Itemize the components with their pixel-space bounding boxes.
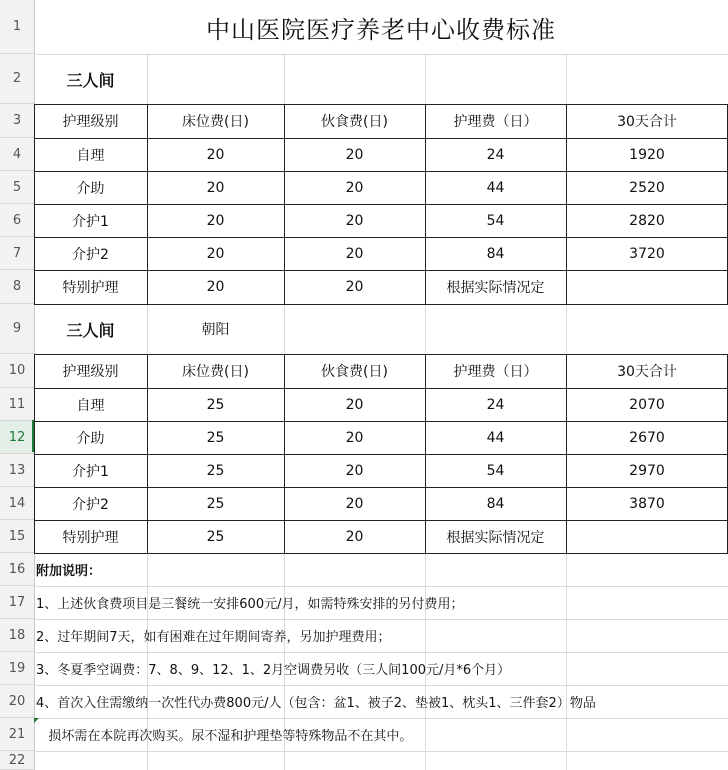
row-number[interactable]: 4 xyxy=(0,138,34,171)
table-cell[interactable]: 20 xyxy=(345,462,364,479)
note-line[interactable]: 损坏需在本院再次购买。尿不湿和护理垫等特殊物品不在其中。 xyxy=(36,729,413,744)
row-number[interactable]: 22 xyxy=(0,751,34,770)
note-line[interactable]: 4、首次入住需缴纳一次性代办费800元/人（包含：盆1、被子2、垫被1、枕头1、三件套2）物品 xyxy=(36,696,596,711)
row-number[interactable]: 14 xyxy=(0,487,34,520)
table-cell[interactable]: 25 xyxy=(206,528,225,545)
table-cell[interactable]: 根据实际情况定 xyxy=(446,280,545,296)
table-cell[interactable]: 特别护理 xyxy=(62,529,119,546)
column-header[interactable]: 床位费(日) xyxy=(182,364,249,380)
column-header[interactable]: 护理费（日） xyxy=(453,114,538,130)
section-label[interactable]: 三人间 xyxy=(66,320,115,340)
column-header[interactable]: 伙食费(日) xyxy=(321,364,388,380)
table-cell[interactable]: 2070 xyxy=(629,396,665,413)
column-header[interactable]: 30天合计 xyxy=(617,364,677,380)
column-header[interactable]: 伙食费(日) xyxy=(321,114,388,130)
column-header[interactable]: 护理费（日） xyxy=(453,364,538,380)
gridline-h xyxy=(34,751,728,752)
table-cell[interactable]: 25 xyxy=(206,462,225,479)
table-cell[interactable]: 自理 xyxy=(76,397,105,414)
note-line[interactable]: 2、过年期间7天，如有困难在过年期间寄养，另加护理费用； xyxy=(36,630,391,645)
table-cell[interactable]: 2670 xyxy=(629,429,665,446)
row-number[interactable]: 17 xyxy=(0,586,34,619)
table-cell[interactable]: 24 xyxy=(486,396,505,413)
row-number[interactable]: 11 xyxy=(0,388,34,421)
row-number[interactable]: 19 xyxy=(0,652,34,685)
table-cell[interactable]: 介护1 xyxy=(72,213,109,230)
table-cell[interactable]: 20 xyxy=(345,212,364,229)
row-number[interactable]: 15 xyxy=(0,520,34,553)
table-cell[interactable]: 54 xyxy=(486,462,505,479)
table-cell[interactable]: 20 xyxy=(206,279,225,295)
row-number[interactable]: 9 xyxy=(0,304,34,354)
row-number[interactable]: 20 xyxy=(0,685,34,718)
row-header-column xyxy=(0,0,35,770)
table-cell[interactable]: 介护2 xyxy=(72,496,109,513)
comment-marker xyxy=(34,718,39,723)
table-cell[interactable]: 20 xyxy=(345,245,364,262)
row-number[interactable]: 5 xyxy=(0,171,34,204)
table-cell[interactable]: 20 xyxy=(345,396,364,413)
row-number[interactable]: 18 xyxy=(0,619,34,652)
table-cell[interactable]: 24 xyxy=(486,146,505,163)
column-header[interactable]: 护理级别 xyxy=(62,364,119,380)
row-number[interactable]: 1 xyxy=(0,0,34,54)
row-number[interactable]: 10 xyxy=(0,354,34,388)
table-cell[interactable]: 3720 xyxy=(629,245,665,262)
row-number[interactable]: 16 xyxy=(0,553,34,586)
row-number[interactable]: 2 xyxy=(0,54,34,104)
column-header[interactable]: 30天合计 xyxy=(617,114,677,130)
table-cell[interactable]: 54 xyxy=(486,212,505,229)
row-number[interactable]: 21 xyxy=(0,718,34,751)
table-cell[interactable]: 2970 xyxy=(629,462,665,479)
table-cell[interactable]: 20 xyxy=(345,429,364,446)
table-cell[interactable]: 20 xyxy=(206,245,225,262)
table-cell[interactable]: 介护1 xyxy=(72,463,109,480)
table-cell[interactable]: 44 xyxy=(486,179,505,196)
table-cell[interactable]: 44 xyxy=(486,429,505,446)
table-cell[interactable]: 25 xyxy=(206,495,225,512)
row-number[interactable]: 12 xyxy=(0,421,34,454)
table-cell[interactable]: 25 xyxy=(206,429,225,446)
table-cell[interactable]: 84 xyxy=(486,245,505,262)
table-cell[interactable]: 20 xyxy=(345,146,364,163)
table-cell[interactable]: 2520 xyxy=(629,179,665,196)
table-cell[interactable]: 特别护理 xyxy=(62,280,119,296)
row-number[interactable]: 3 xyxy=(0,104,34,138)
table-cell[interactable]: 20 xyxy=(206,179,225,196)
page-title[interactable]: 中山医院医疗养老中心收费标准 xyxy=(206,15,556,44)
notes-heading[interactable]: 附加说明： xyxy=(36,564,102,579)
table-cell[interactable]: 介助 xyxy=(76,180,105,197)
table-cell[interactable]: 25 xyxy=(206,396,225,413)
note-line[interactable]: 3、冬夏季空调费：7、8、9、12、1、2月空调费另收（三人间100元/月*6个月） xyxy=(36,663,511,678)
table-cell[interactable]: 自理 xyxy=(76,147,105,164)
column-header[interactable]: 床位费(日) xyxy=(182,114,249,130)
table-cell[interactable]: 1920 xyxy=(629,146,665,163)
table-cell[interactable]: 20 xyxy=(345,179,364,196)
section-label[interactable]: 三人间 xyxy=(66,70,115,90)
row-number[interactable]: 13 xyxy=(0,454,34,487)
table-cell[interactable]: 3870 xyxy=(629,495,665,512)
column-header[interactable]: 护理级别 xyxy=(62,114,119,130)
table-cell[interactable]: 2820 xyxy=(629,212,665,229)
table-cell[interactable]: 介助 xyxy=(76,430,105,447)
table-cell[interactable]: 84 xyxy=(486,495,505,512)
table-cell[interactable]: 20 xyxy=(345,528,364,545)
table-cell[interactable]: 20 xyxy=(345,495,364,512)
table-cell[interactable]: 20 xyxy=(345,279,364,295)
note-line[interactable]: 1、上述伙食费项目是三餐统一安排600元/月，如需特殊安排的另付费用； xyxy=(36,597,464,612)
row-number[interactable]: 8 xyxy=(0,270,34,304)
table-cell[interactable]: 20 xyxy=(206,146,225,163)
section-sublabel[interactable]: 朝阳 xyxy=(201,322,230,338)
table-cell[interactable]: 介护2 xyxy=(72,246,109,263)
row-number[interactable]: 6 xyxy=(0,204,34,237)
table-cell[interactable]: 根据实际情况定 xyxy=(446,529,545,546)
row-number[interactable]: 7 xyxy=(0,237,34,270)
table-cell[interactable]: 20 xyxy=(206,212,225,229)
